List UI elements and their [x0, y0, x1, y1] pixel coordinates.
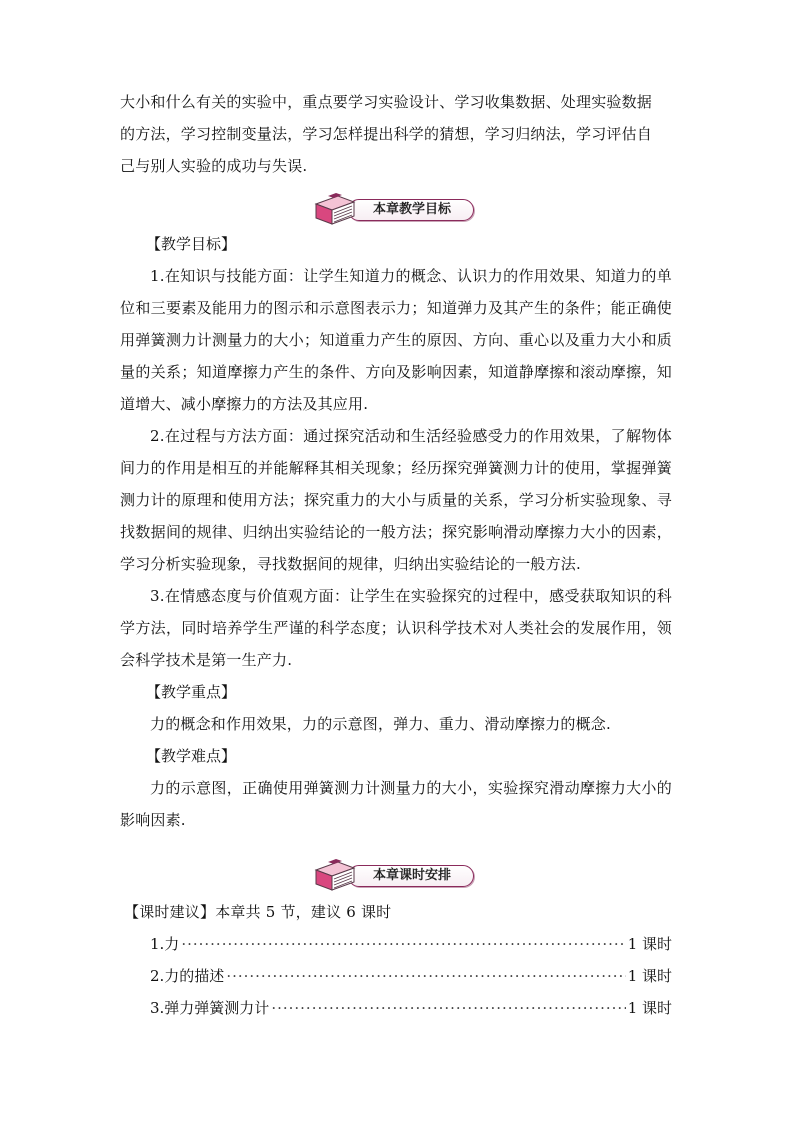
- toc-row-hours: 1 课时: [627, 967, 672, 985]
- intro-line-1: 大小和什么有关的实验中，重点要学习实验设计、学习收集数据、处理实验数据: [120, 93, 653, 111]
- goals-section: [120, 228, 672, 836]
- toc-row-title: 3.弹力弹簧测力计: [150, 999, 270, 1017]
- goal-item-1: 1.在知识与技能方面：让学生知道力的概念、认识力的作用效果、知道力的单位和三要素及能用力的图示和示意图表示力；知道弹力及其产生的条件；能正确使用弹簧测力计测量力的大小；知道重力产生的原因、方向、重心以及重力大小和质量的关系；知道摩擦力产生的条件、方向及影响因素，知道静摩擦和滚动摩擦，知道增大、减小摩擦力的方法及其应用.: [120, 267, 672, 413]
- key-points-heading: 【教学重点】: [146, 683, 237, 701]
- intro-line-2: 的方法，学习控制变量法，学习怎样提出科学的猜想，学习归纳法，学习评估自: [120, 125, 653, 143]
- schedule-suggestion: 【课时建议】本章共 5 节，建议 6 课时: [124, 903, 392, 921]
- toc-leader-dots: [226, 960, 625, 992]
- toc-row: [120, 960, 672, 992]
- goal-item-2: 2.在过程与方法方面：通过探究活动和生活经验感受力的作用效果，了解物体间力的作用是相互的并能解释其相关现象；经历探究弹簧测力计的使用，掌握弹簧测力计的原理和使用方法；探究重力的大小与质量的关系，学习分析实验现象、寻找数据间的规律、归纳出实验结论的一般方法；探究影响滑动摩擦力大小的因素，学习分析实验现象，寻找数据间的规律，归纳出实验结论的一般方法.: [120, 427, 672, 573]
- toc-row-hours: 1 课时: [627, 935, 672, 953]
- toc-row: [120, 992, 672, 1024]
- book-stack-icon: [314, 856, 356, 896]
- goals-heading: 【教学目标】: [146, 235, 237, 253]
- banner-schedule-label: 本章课时安排: [348, 865, 474, 887]
- intro-paragraph: [120, 86, 672, 182]
- section-banner-schedule: [314, 856, 474, 896]
- toc-row-hours: 1 课时: [627, 999, 672, 1017]
- goal-item-3: 3.在情感态度与价值观方面：让学生在实验探究的过程中，感受获取知识的科学方法，同时培养学生严谨的科学态度；认识科学技术对人类社会的发展作用，领会科学技术是第一生产力.: [120, 587, 672, 669]
- book-stack-icon: [314, 190, 356, 230]
- section-banner-goals: [314, 190, 474, 230]
- schedule-section: [120, 896, 672, 1024]
- toc-row-title: 2.力的描述: [150, 967, 225, 985]
- banner-goals-label: 本章教学目标: [348, 199, 474, 221]
- toc-row-title: 1.力: [150, 935, 180, 953]
- intro-line-3: 己与别人实验的成功与失误.: [120, 157, 308, 175]
- toc-leader-dots: [181, 928, 625, 960]
- key-points-text: 力的概念和作用效果，力的示意图，弹力、重力、滑动摩擦力的概念.: [150, 715, 611, 733]
- toc-row: [120, 928, 672, 960]
- difficulties-heading: 【教学难点】: [146, 747, 237, 765]
- toc-leader-dots: [271, 992, 625, 1024]
- difficulties-text: 力的示意图，正确使用弹簧测力计测量力的大小，实验探究滑动摩擦力大小的影响因素.: [120, 779, 672, 829]
